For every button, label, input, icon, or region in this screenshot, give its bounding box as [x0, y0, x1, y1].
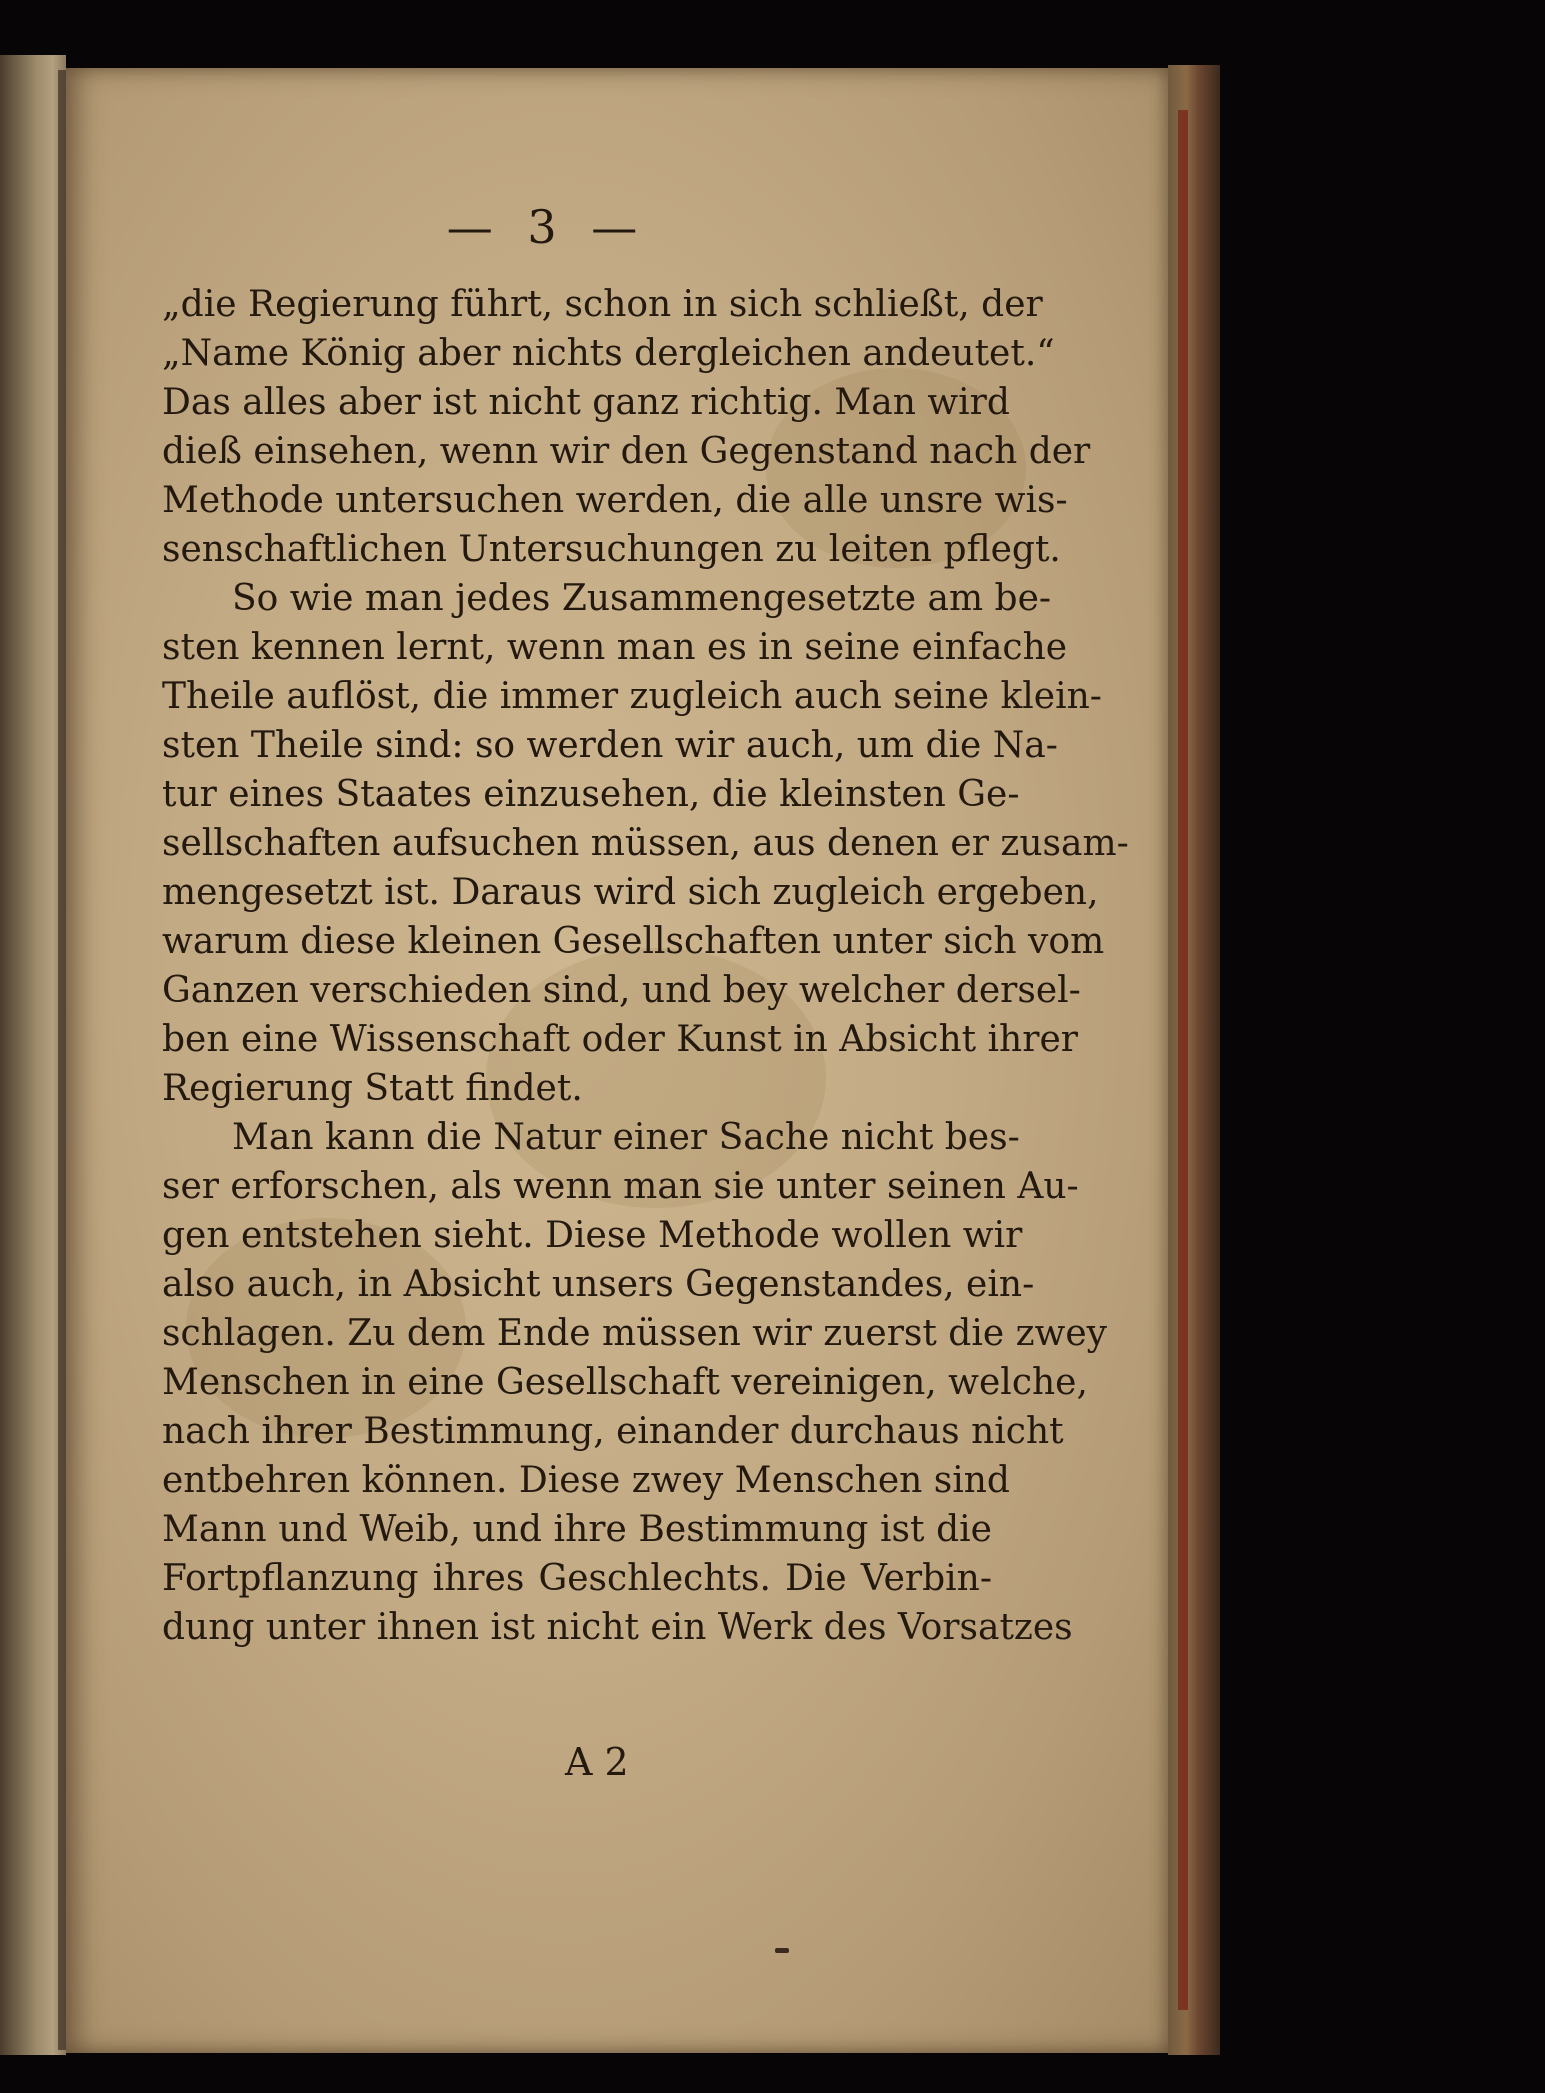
text-line: tur eines Staates einzusehen, die kleinsten Ge-	[162, 774, 1020, 815]
text-line: sten kennen lernt, wenn man es in seine einfache	[162, 627, 1068, 668]
text-line: Theile auflöst, die immer zugleich auch seine klein-	[162, 676, 1102, 717]
paragraph-start-line: Man kann die Natur einer Sache nicht bes-	[232, 1117, 1020, 1158]
text-line: sellschaften aufsuchen müssen, aus denen er zusam-	[162, 823, 1129, 864]
ink-spot	[775, 1948, 789, 1953]
text-line: „die Regierung führt, schon in sich schließt, der	[162, 284, 1043, 325]
text-line: ser erforschen, als wenn man sie unter seinen Au-	[162, 1166, 1079, 1207]
left-page-edge	[0, 55, 66, 2055]
text-line: Mann und Weib, und ihre Bestimmung ist die	[162, 1509, 992, 1550]
text-line: Fortpflanzung ihres Geschlechts. Die Verbin-	[162, 1558, 992, 1599]
text-line: Regierung Statt findet.	[162, 1068, 583, 1109]
text-line: also auch, in Absicht unsers Gegenstandes, ein-	[162, 1264, 1035, 1305]
text-line: „Name König aber nichts dergleichen andeutet.“	[162, 333, 1055, 374]
text-line: mengesetzt ist. Daraus wird sich zugleich ergeben,	[162, 872, 1099, 913]
text-line: warum diese kleinen Gesellschaften unter sich vom	[162, 921, 1105, 962]
text-line: Methode untersuchen werden, die alle unsre wis-	[162, 480, 1068, 521]
page-text	[162, 200, 1129, 1652]
text-line: schlagen. Zu dem Ende müssen wir zuerst die zwey	[162, 1313, 1108, 1354]
text-line: gen entstehen sieht. Diese Methode wollen wir	[162, 1215, 1023, 1256]
book-cover-edge	[1168, 65, 1220, 2055]
text-line: dung unter ihnen ist nicht ein Werk des Vorsatzes	[162, 1607, 1073, 1648]
text-line: sten Theile sind: so werden wir auch, um die Na-	[162, 725, 1058, 766]
text-line: senschaftlichen Untersuchungen zu leiten pflegt.	[162, 529, 1061, 570]
text-line: dieß einsehen, wenn wir den Gegenstand nach der	[162, 431, 1091, 472]
text-line: Menschen in eine Gesellschaft vereinigen, welche,	[162, 1362, 1088, 1403]
cover-red-strip	[1178, 110, 1188, 2010]
signature-mark: A 2	[565, 1740, 629, 1784]
page-number-header: — 3 —	[446, 200, 648, 254]
text-line: ben eine Wissenschaft oder Kunst in Absicht ihrer	[162, 1019, 1078, 1060]
text-line: Das alles aber ist nicht ganz richtig. Man wird	[162, 382, 1010, 423]
text-line: nach ihrer Bestimmung, einander durchaus nicht	[162, 1411, 1064, 1452]
text-line: Ganzen verschieden sind, und bey welcher dersel-	[162, 970, 1081, 1011]
text-line: entbehren können. Diese zwey Menschen sind	[162, 1460, 1010, 1501]
paragraph-start-line: So wie man jedes Zusammengesetzte am be-	[232, 578, 1052, 619]
